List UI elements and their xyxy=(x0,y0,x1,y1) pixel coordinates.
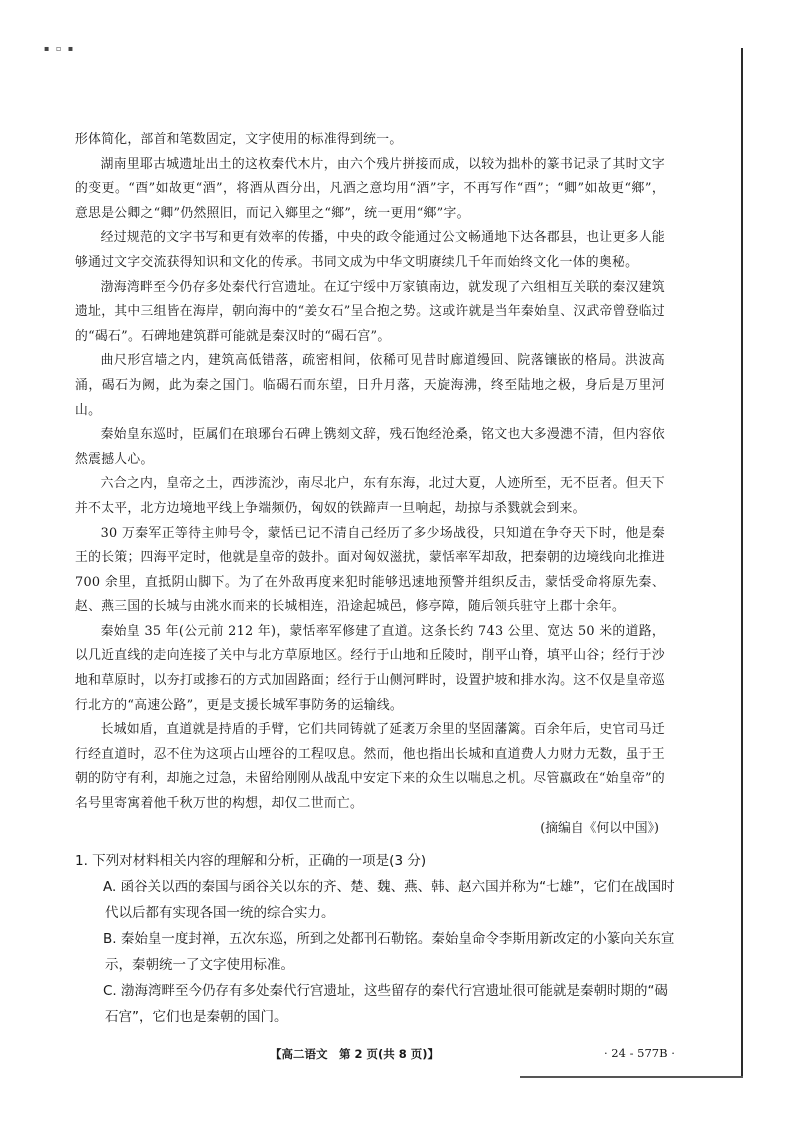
footer-page-info: 【高二语文 第 2 页(共 8 页)】 xyxy=(270,1047,440,1061)
passage-paragraph: 秦始皇 35 年(公元前 212 年)，蒙恬率军修建了直道。这条长约 743 公里、宽达 50 米的道路，以几近直线的走向连接了关中与北方草原地区。经行于山地和丘陵时，削平山脊，填平山谷；经行于沙地和草原时，以夯打或掺石的方式加固路面；经行于山侧河畔时，设置护坡和排水沟。这不仅是皇帝巡行北方的“高速公路”，更是支援长城军事防务的运输线。 xyxy=(75,623,665,713)
option-text: 秦始皇一度封禅，五次东巡，所到之处都刊石勒铭。秦始皇命令李斯用新改定的小篆向关东宣示，秦朝统一了文字使用标准。 xyxy=(105,931,675,973)
footer-exam-code: · 24 - 577B · xyxy=(604,1046,675,1060)
option-text: 渤海湾畔至今仍存有多处秦代行宫遗址，这些留存的秦代行宫遗址很可能就是秦朝时期的“碣石宫”，它们也是秦朝的国门。 xyxy=(105,983,669,1025)
passage-paragraph: 六合之内，皇帝之土，西涉流沙，南尽北户，东有东海，北过大夏，人迹所至，无不臣者。但天下并不太平，北方边境地平线上争端频仍，匈奴的铁蹄声一旦响起，劫掠与杀戮就会到来。 xyxy=(75,476,665,516)
passage-paragraph: 秦始皇东巡时，臣属们在琅琊台石碑上镌刻文辞，残石饱经沧桑，铭文也大多漫漶不清，但内容依然震撼人心。 xyxy=(75,427,665,467)
option-label: B. xyxy=(103,931,117,947)
page-edge-bottom xyxy=(520,1076,743,1078)
option-text: 函谷关以西的秦国与函谷关以东的齐、楚、魏、燕、韩、赵六国并称为“七雄”，它们在战国时代以后都有实现各国一统的综合实力。 xyxy=(105,879,675,921)
option-label: A. xyxy=(103,879,117,895)
passage-paragraph: 30 万秦军正等待主帅号令，蒙恬已记不清自己经历了多少场战役，只知道在争夺天下时，他是秦王的长策；四海平定时，他就是皇帝的鼓扑。面对匈奴滋扰，蒙恬率军却敌，把秦朝的边境线向北推进 700 余里，直抵阴山脚下。为了在外敌再度来犯时能够迅速地预警并组织反击，蒙恬受命将原先秦、赵、燕三国的长城与由洮水而来的长城相连，沿途起城邑，修亭障，随后领兵驻守上郡十余年。 xyxy=(75,525,665,615)
reading-passage xyxy=(75,128,665,841)
scan-artifact: ▪ ▫ ▪ xyxy=(44,44,76,53)
page-footer xyxy=(0,1046,794,1066)
passage-paragraph: 渤海湾畔至今仍存多处秦代行宫遗址。在辽宁绥中万家镇南边，就发现了六组相互关联的秦汉建筑遗址，其中三组皆在海岸，朝向海中的“姜女石”呈合抱之势。这或许就是当年秦始皇、汉武帝曾登临过的“碣石”。石碑地建筑群可能就是秦汉时的“碣石宫”。 xyxy=(75,279,665,344)
passage-paragraph: 经过规范的文字书写和更有效率的传播，中央的政令能通过公文畅通地下达各郡县，也让更多人能够通过文字交流获得知识和文化的传承。书同文成为中华文明赓续几千年而始终文化一体的奥秘。 xyxy=(75,230,665,270)
option-b xyxy=(75,926,675,978)
option-label: C. xyxy=(103,983,117,999)
passage-paragraph: 形体简化，部首和笔数固定，文字使用的标准得到统一。 xyxy=(75,132,403,147)
passage-paragraph: 湖南里耶古城遗址出土的这枚秦代木片，由六个残片拼接而成，以较为拙朴的篆书记录了其时文字的变更。“酉”如故更“酒”，将酒从酉分出，凡酒之意均用“酒”字，不再写作“酉”；“卿”如故更“鄉”，意思是公卿之“卿”仍然照旧，而记入鄉里之“鄉”，统一更用“鄉”字。 xyxy=(75,156,665,221)
option-a xyxy=(75,874,675,926)
page-edge-right xyxy=(741,48,743,1076)
passage-paragraph: 曲尺形宫墙之内，建筑高低错落，疏密相间，依稀可见昔时廊道缦回、院落镶嵌的格局。洪波高涌，碣石为阙，此为秦之国门。临碣石而东望，日升月落，天旋海沸，终至陆地之极，身后是万里河山。 xyxy=(75,353,665,418)
question-stem: 1. 下列对材料相关内容的理解和分析，正确的一项是(3 分) xyxy=(75,853,427,869)
option-c xyxy=(75,978,675,1030)
passage-paragraph: 长城如盾，直道就是持盾的手臂，它们共同铸就了延袤万余里的坚固藩篱。百余年后，史官司马迁行经直道时，忍不住为这项占山堙谷的工程叹息。然而，他也指出长城和直道费人力财力无数，虽于王朝的防守有利，却施之过急，未留给刚刚从战乱中安定下来的众生以喘息之机。尽管嬴政在“始皇帝”的名号里寄寓着他千秋万世的构想，却仅二世而亡。 xyxy=(75,722,665,812)
passage-source: (摘编自《何以中国》) xyxy=(540,820,659,836)
question-block xyxy=(75,848,675,1030)
